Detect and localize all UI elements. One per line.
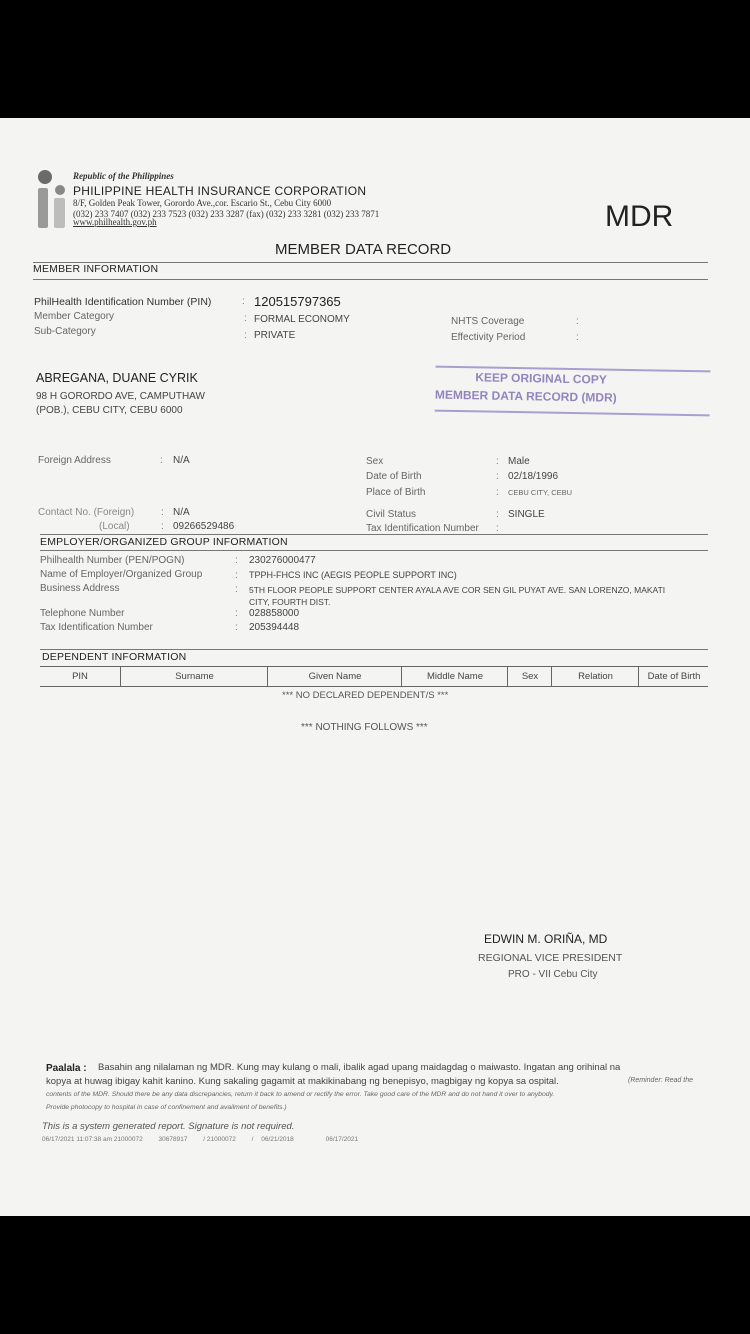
dependent-section-title: DEPENDENT INFORMATION <box>42 651 187 663</box>
member-tin-label: Tax Identification Number <box>366 523 479 534</box>
audit-trail: 06/17/2021 11:07:38 am 21000072 30678917 / 21000072 / 06/21/2018 06/17/2021 <box>42 1136 359 1143</box>
paalala-label: Paalala : <box>46 1063 87 1074</box>
corporation-phones: (032) 233 7407 (032) 233 7523 (032) 233 3287 (fax) (032) 233 3281 (032) 233 7871 <box>73 209 380 219</box>
signatory-title: REGIONAL VICE PRESIDENT <box>478 952 623 964</box>
member-category-value: FORMAL ECONOMY <box>254 314 350 325</box>
pen-label: Philhealth Number (PEN/POGN) <box>40 555 185 566</box>
signatory-office: PRO - VII Cebu City <box>508 969 598 980</box>
pob-value: CEBU CITY, CEBU <box>508 488 573 497</box>
col-pin: PIN <box>72 671 88 682</box>
dob-value: 02/18/1996 <box>508 471 559 482</box>
corporation-address: 8/F, Golden Peak Tower, Gorordo Ave.,cor. Escario St., Cebu City 6000 <box>73 198 332 208</box>
sex-label: Sex <box>366 456 384 467</box>
employer-section-title: EMPLOYER/ORGANIZED GROUP INFORMATION <box>40 536 288 548</box>
member-name: ABREGANA, DUANE CYRIK <box>36 371 198 385</box>
employer-tin-value: 205394448 <box>249 622 300 633</box>
contact-local-value: 09266529486 <box>173 521 235 532</box>
employer-name-value: TPPH-FHCS INC (AEGIS PEOPLE SUPPORT INC) <box>249 570 457 580</box>
employer-name-label: Name of Employer/Organized Group <box>40 569 203 580</box>
civil-status-label: Civil Status <box>366 509 417 520</box>
doc-title: MEMBER DATA RECORD <box>275 241 452 258</box>
civil-status-value: SINGLE <box>508 509 545 520</box>
no-dependents-text: *** NO DECLARED DEPENDENT/S *** <box>282 690 449 701</box>
nothing-follows-text: *** NOTHING FOLLOWS *** <box>301 722 428 733</box>
reminder-line3: Provide photocopy to hospital in case of confinement and availment of benefits.) <box>46 1104 287 1111</box>
business-address-label: Business Address <box>40 583 120 594</box>
dependent-table-header <box>40 666 708 687</box>
col-middle-name: Middle Name <box>401 667 508 686</box>
telephone-label: Telephone Number <box>40 608 125 619</box>
member-section-title: MEMBER INFORMATION <box>33 263 159 275</box>
republic-text: Republic of the Philippines <box>73 171 174 181</box>
signatory-name: EDWIN M. ORIÑA, MD <box>484 932 608 946</box>
paalala-line2: kopya at huwag ibigay kahit kanino. Kung sakaling gagamit at makikinabang ng benepisyo, magbigay ng kopya sa ospital. <box>46 1076 559 1087</box>
contact-foreign-label: Contact No. (Foreign) <box>38 507 135 518</box>
paalala-line1: Basahin ang nilalaman ng MDR. Kung may kulang o mali, ibalik agad upang maidagdag o maiwasto. Ingatan ang orihinal na <box>98 1062 621 1073</box>
foreign-address-label: Foreign Address <box>38 455 111 466</box>
col-relation: Relation <box>551 667 639 686</box>
pin-label: PhilHealth Identification Number (PIN) <box>34 296 212 308</box>
member-address-line1: 98 H GORORDO AVE, CAMPUTHAW <box>36 391 205 402</box>
telephone-value: 028858000 <box>249 608 300 619</box>
contact-foreign-value: N/A <box>173 507 190 518</box>
system-note: This is a system generated report. Signature is not required. <box>42 1121 295 1132</box>
doc-code: MDR <box>605 200 674 233</box>
col-date-of-birth: Date of Birth <box>638 667 709 686</box>
corporation-website: www.philhealth.gov.ph <box>73 217 157 227</box>
employer-tin-label: Tax Identification Number <box>40 622 153 633</box>
business-address-line2: CITY, FOURTH DIST. <box>249 597 331 607</box>
foreign-address-value: N/A <box>173 455 190 466</box>
effectivity-label: Effectivity Period <box>451 332 526 343</box>
col-given-name: Given Name <box>267 667 402 686</box>
document-page: Republic of the Philippines PHILIPPINE HEALTH INSURANCE CORPORATION 8/F, Golden Peak Tower, Gorordo Ave.,cor. Escario St., Cebu City 6000 (032) 233 7407 (032) 233 7523 (032) 233 3287 (fax) (032) 233 3281 (032) 233 7871 www.philhealth.gov.ph MDR MEMBER DATA RECORD MEMBER INFORMATION PhilHealth Identification Number (PIN) : 120515797365 Member Category : FORMAL ECONOMY Sub-Category : PRIVATE NHTS Coverage : Effectivity Period : ABREGANA, DUANE CYRIK 98 H GORORDO AVE, CAMPUTHAW (POB.), CEBU CITY, CEBU 6000 KEEP ORIGINAL COPY MEMBER DATA RECORD (MDR) Foreign Address : N/A Sex : Male Date of Birth : 02/18/1996 Place of Birth : CEBU CITY, CEBU Contact No. (Foreign) : N/A (Local) : 09266529486 Civil Status : SINGLE Tax Identification Number : EMPLOYER/ORGANIZED GROUP INFORMATION Philhealth Number (PEN/POGN) : 230276000477 Name of Employer/Organized Group : TPPH-FHCS INC (AEGIS PEOPLE SUPPORT INC) Business Address : 5TH FLOOR PEOPLE SUPPORT CENTER AYALA AVE COR SEN GIL PUYAT AVE. SAN LORENZO, MAKATI CITY, FOURTH DIST. Telephone Number : 028858000 Tax Identification Number : 205394448 DEPENDENT INFORMATION PIN Surname Given Name Middle Name Sex Relation Date of Birth *** NO DECLARED DEPENDENT/S *** *** NOTHING FOLLOWS *** EDWIN M. ORIÑA, MD REGIONAL VICE PRESIDENT PRO - VII Cebu City Paalala : Basahin ang nilalaman ng MDR. Kung may kulang o mali, ibalik agad upang maidagdag o maiwasto. Ingatan ang orihinal na kopya at huwag ibigay kahit kanino. Kung sakaling gagamit at makikinabang ng benepisyo, magbigay ng kopya sa ospital. (Reminder: Read the contents of the MDR. Should there be any data discrepancies, return it back to amend or rectify the error. Take good care of the MDR and do not hand it over to anybody. Provide photocopy to hospital in case of confinement and availment of benefits.) This is a system generated report. Signature is not required. 06/17/2021 11:07:38 am 21000072 30678917 / 21000072 / 06/21/2018 06/17/2021 <box>0 118 750 1216</box>
pob-label: Place of Birth <box>366 487 426 498</box>
dob-label: Date of Birth <box>366 471 422 482</box>
sex-value: Male <box>508 456 530 467</box>
keep-original-stamp: KEEP ORIGINAL COPY MEMBER DATA RECORD (MDR) <box>435 366 711 423</box>
sub-category-label: Sub-Category <box>34 326 96 337</box>
business-address-line1: 5TH FLOOR PEOPLE SUPPORT CENTER AYALA AVE COR SEN GIL PUYAT AVE. SAN LORENZO, MAKATI <box>249 585 666 595</box>
philhealth-logo-icon <box>36 168 68 230</box>
member-category-label: Member Category <box>34 311 115 322</box>
pin-value: 120515797365 <box>254 294 341 309</box>
col-surname: Surname <box>120 667 268 686</box>
reminder-line2: contents of the MDR. Should there be any data discrepancies, return it back to amend or rectify the error. Take good care of the MDR and do not hand it over to anybody. <box>46 1091 555 1098</box>
member-address-line2: (POB.), CEBU CITY, CEBU 6000 <box>36 405 183 416</box>
reminder-line1: (Reminder: Read the <box>628 1077 693 1084</box>
nhts-label: NHTS Coverage <box>451 316 525 327</box>
pen-value: 230276000477 <box>249 555 316 566</box>
contact-local-label: (Local) <box>99 521 130 532</box>
sub-category-value: PRIVATE <box>254 330 296 341</box>
corporation-name: PHILIPPINE HEALTH INSURANCE CORPORATION <box>73 184 367 198</box>
col-sex: Sex <box>507 667 552 686</box>
